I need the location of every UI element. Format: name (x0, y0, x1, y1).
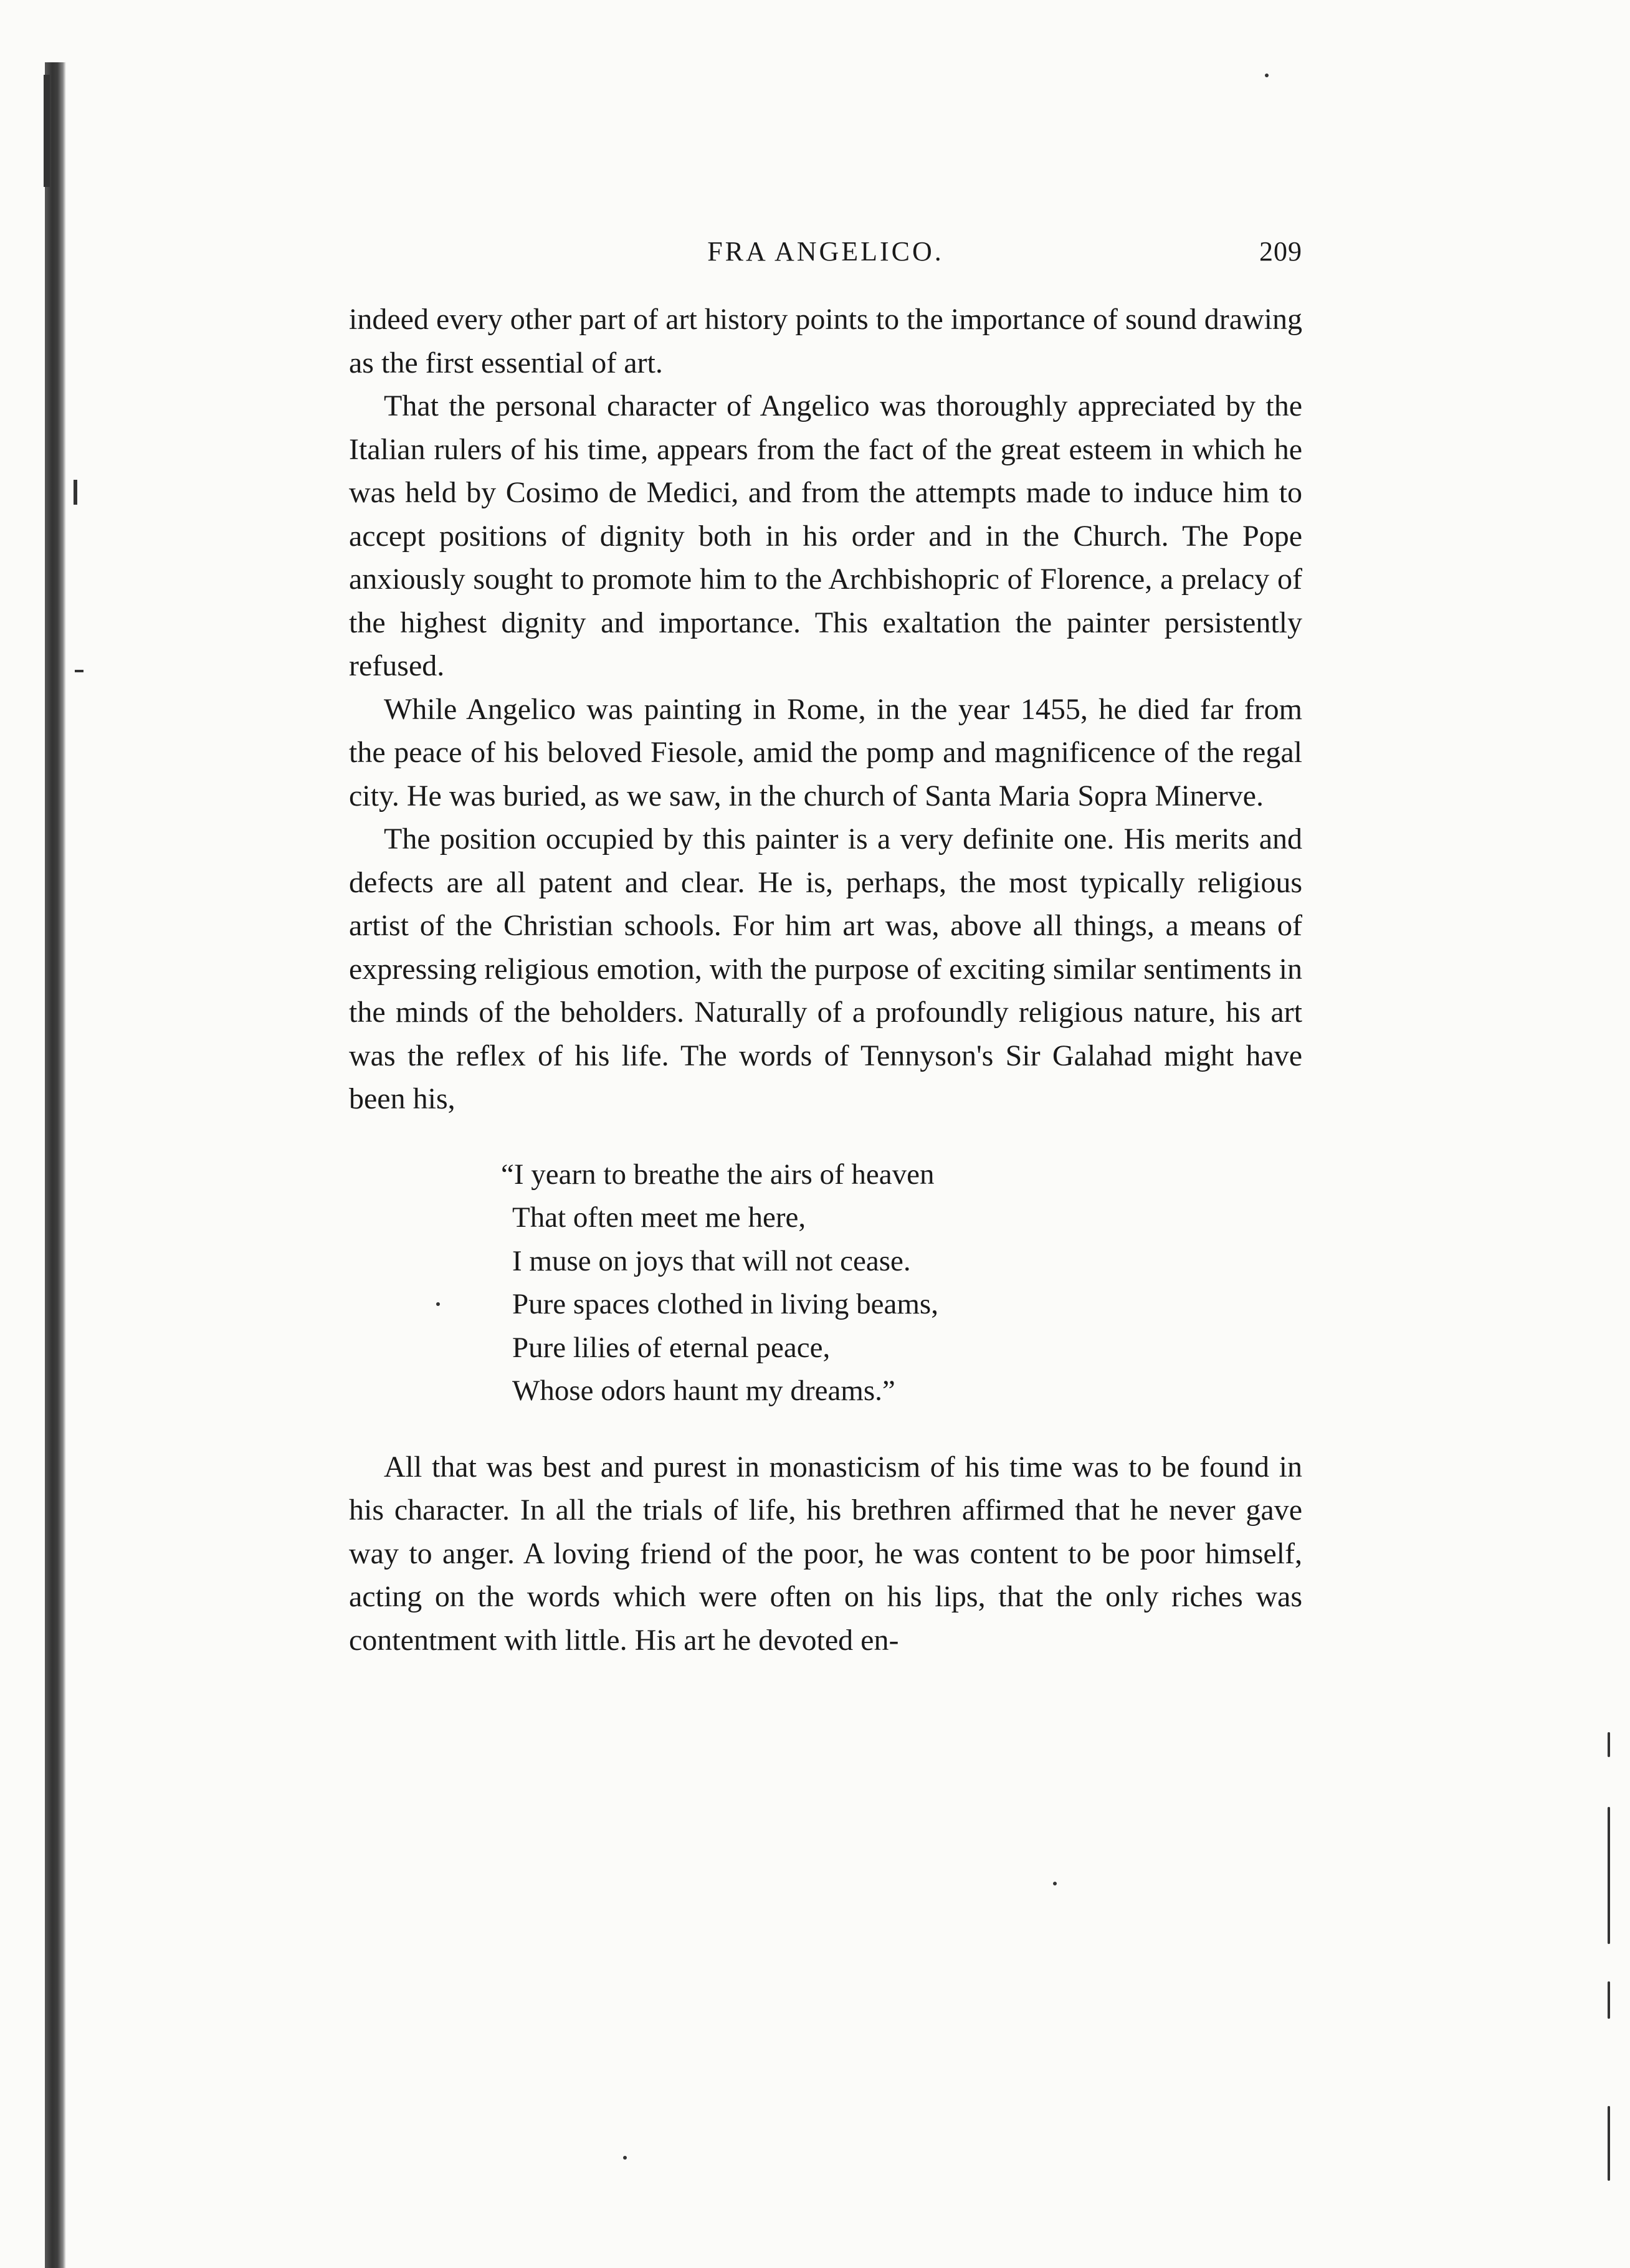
scan-speck (1608, 1981, 1610, 2019)
binding-speck (74, 480, 77, 505)
page-number: 209 (1259, 236, 1302, 267)
paragraph: That the personal character of Angelico was thoroughly appreciated by the Italian rulers of his time, appears from the fact of the great esteem in which he was held by Cosimo de Medici, and from the attempts made to induce him to accept positions of dignity both in his order and in the Church. The Pope anxiously sought to promote him to the Archbishopric of Florence, a prelacy of the highest dignity and importance. This exaltation the painter persistently refused. (349, 389, 1302, 682)
scan-speck (436, 1302, 440, 1306)
running-title: FRA ANGELICO. (707, 236, 944, 267)
page-body (349, 298, 1302, 1662)
verse-line: That often meet me here, (512, 1201, 806, 1234)
verse-line: Whose odors haunt my dreams.” (512, 1375, 895, 1407)
paragraph: The position occupied by this painter is a very definite one. His merits and defects are all patent and clear. He is, perhaps, the most typically religious artist of the Christian schools. For him art was, above all things, a means of expressing religious emotion, with the purpose of exciting similar sentiments in the minds of the beholders. Naturally of a profoundly religious nature, his art was the reflex of his life. The words of Tennyson's Sir Galahad might have been his, (349, 822, 1302, 1115)
binding-speck (44, 75, 50, 187)
scan-speck (623, 2156, 627, 2160)
paragraph: While Angelico was painting in Rome, in the year 1455, he died far from the peace of his beloved Fiesole, amid the pomp and magnificence of the regal city. He was buried, as we saw, in the church of Santa Maria Sopra Minerve. (349, 692, 1302, 812)
paragraph: indeed every other part of art history points to the importance of sound drawing as the first essential of art. (349, 303, 1302, 379)
binding-edge (45, 62, 66, 2268)
verse-line: Pure spaces clothed in living beams, (512, 1288, 938, 1320)
verse-line: I muse on joys that will not cease. (512, 1244, 911, 1277)
binding-speck (75, 670, 83, 672)
paragraph: All that was best and purest in monasticism of his time was to be found in his character. In all the trials of life, his brethren affirmed that he never gave way to anger. A loving friend of the poor, he was content to be poor himself, acting on the words which were often on his lips, that the only riches was contentment with little. His art he devoted en- (349, 1450, 1302, 1657)
verse-line: Pure lilies of eternal peace, (512, 1331, 831, 1364)
scan-speck (1608, 2106, 1610, 2181)
scan-speck (1265, 74, 1269, 77)
scan-speck (1053, 1882, 1057, 1885)
verse-quotation (501, 1153, 1302, 1413)
page-header (349, 236, 1302, 273)
verse-line: “I yearn to breathe the airs of heaven (501, 1158, 935, 1191)
scan-speck (1608, 1732, 1610, 1757)
scan-speck (1608, 1807, 1610, 1944)
